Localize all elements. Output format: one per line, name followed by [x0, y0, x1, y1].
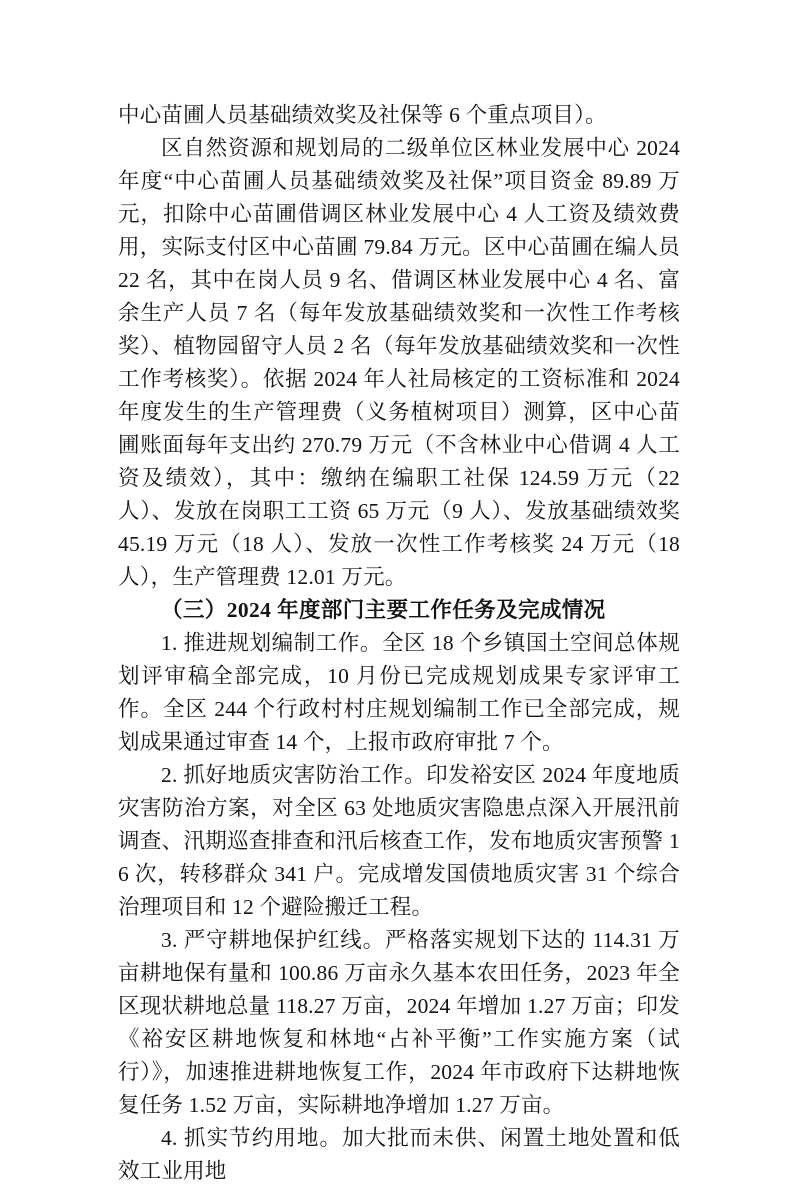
paragraph-item-1-planning: 1. 推进规划编制工作。全区 18 个乡镇国土空间总体规划评审稿全部完成，10 月份已完成规划成果专家评审工作。全区 244 个行政村村庄规划编制工作已全部完成，规划成果通过审查 14 个，上报市政府审批 7 个。 — [118, 631, 680, 754]
paragraph-item-2-geohazard: 2. 抓好地质灾害防治工作。印发裕安区 2024 年度地质灾害防治方案，对全区 63 处地质灾害隐患点深入开展汛前调查、汛期巡查排查和汛后核查工作，发布地质灾害预警 16 次，转移群众 341 户。完成增发国债地质灾害 31 个综合治理项目和 12 个避险搬迁工程。 — [118, 763, 680, 919]
document-text-block — [118, 99, 680, 1188]
paragraph-nursery-funds: 区自然资源和规划局的二级单位区林业发展中心 2024 年度“中心苗圃人员基础绩效奖及社保”项目资金 89.89 万元，扣除中心苗圃借调区林业发展中心 4 人工资及绩效费用，实际支付区中心苗圃 79.84 万元。区中心苗圃在编人员 22 名，其中在岗人员 9 名、借调区林业发展中心 4 名、富余生产人员 7 名（每年发放基础绩效奖和一次性工作考核奖）、植物园留守人员 2 名（每年发放基础绩效奖和一次性工作考核奖）。依据 2024 年人社局核定的工资标准和 2024 年度发生的生产管理费（义务植树项目）测算，区中心苗圃账面每年支出约 270.79 万元（不含林业中心借调 4 人工资及绩效），其中：缴纳在编职工社保 124.59 万元（22 人）、发放在岗职工工资 65 万元（9 人）、发放基础绩效奖 45.19 万元（18 人）、发放一次性工作考核奖 24 万元（18 人），生产管理费 12.01 万元。 — [118, 136, 680, 589]
paragraph-continuation: 中心苗圃人员基础绩效奖及社保等 6 个重点项目）。 — [118, 103, 607, 127]
paragraph-item-4-land-saving: 4. 抓实节约用地。加大批而未供、闲置土地处置和低效工业用地 — [118, 1126, 680, 1183]
section-heading-2024-tasks: （三）2024 年度部门主要工作任务及完成情况 — [161, 598, 606, 622]
paragraph-item-3-farmland: 3. 严守耕地保护红线。严格落实规划下达的 114.31 万亩耕地保有量和 100.86 万亩永久基本农田任务，2023 年全区现状耕地总量 118.27 万亩，2024 年增加 1.27 万亩；印发《裕安区耕地恢复和林地“占补平衡”工作实施方案（试行）》，加速推进耕地恢复工作，2024 年市政府下达耕地恢复任务 1.52 万亩，实际耕地净增加 1.27 万亩。 — [118, 928, 680, 1117]
